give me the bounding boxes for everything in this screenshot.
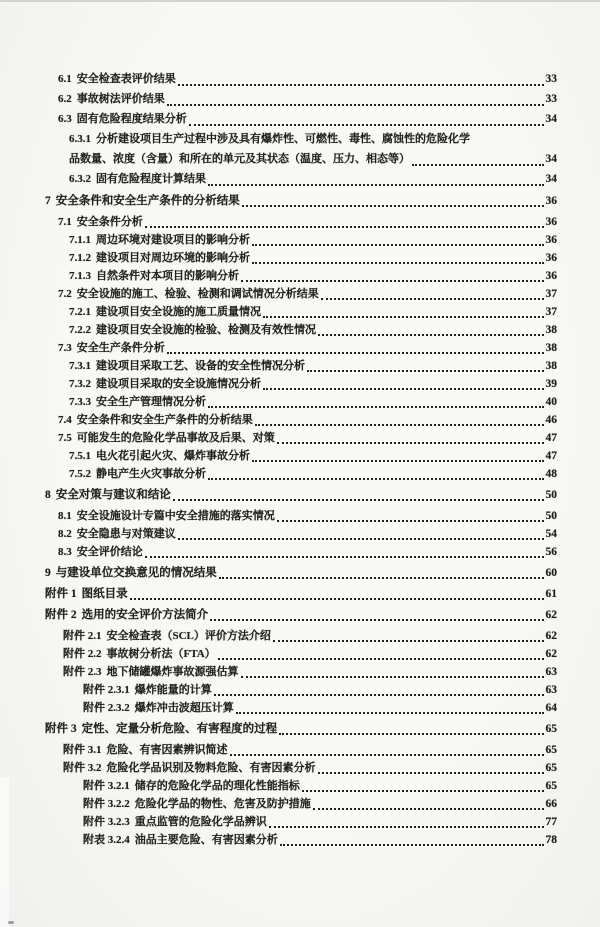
- toc-entry-title: 安全检查表评价结果: [76, 73, 176, 85]
- toc-page-number: 78: [545, 834, 557, 846]
- dotted-leader: [167, 352, 544, 354]
- toc-entry-number: 附件 2.2: [63, 648, 102, 660]
- toc-entry: [45, 465, 557, 483]
- toc-entry-title: 可能发生的危险化学品事故及后果、对策: [76, 432, 275, 444]
- toc-entry-title: 分析建设项目生产过程中涉及具有爆炸性、可燃性、毒性、腐蚀性的危险化学: [96, 133, 470, 145]
- toc-entry-number: 附件 2.3.2: [83, 702, 130, 714]
- scan-bottom-left-artifact: [0, 777, 9, 927]
- toc-page-number: 65: [545, 780, 557, 792]
- toc-entry: [45, 231, 557, 249]
- dotted-leader: [277, 520, 544, 522]
- dotted-leader: [178, 84, 544, 86]
- toc-entry-title: 爆炸能量的计算: [134, 684, 212, 696]
- dotted-leader: [412, 164, 544, 166]
- toc-entry-title: 固有危险程度计算结果: [96, 173, 206, 185]
- toc-page-number: 36: [545, 234, 557, 246]
- dotted-leader: [208, 184, 544, 186]
- toc-entry-title: 危险化学品识别及物料危险、有害因素分析: [106, 762, 316, 774]
- dotted-leader: [252, 244, 544, 246]
- toc-entry-number: 8.3: [58, 546, 72, 558]
- toc-entry: [45, 627, 557, 645]
- toc-entry: [45, 681, 557, 699]
- dotted-leader: [263, 388, 544, 390]
- toc-entry-title: 建设项目对周边环境的影响分析: [96, 252, 250, 264]
- toc-entry-title: 地下储罐爆炸事故源强估算: [106, 666, 239, 678]
- toc-entry: [45, 741, 557, 759]
- toc-entry-number: 7.4: [58, 414, 72, 426]
- toc-entry-number: 6.3: [58, 113, 72, 125]
- toc-entry: [45, 813, 557, 831]
- dotted-leader: [230, 754, 544, 756]
- toc-entry: [45, 543, 557, 561]
- toc-entry: [45, 447, 557, 465]
- toc-page-number: 65: [545, 762, 557, 774]
- dotted-leader: [210, 619, 543, 621]
- toc-entry-title: 安全检查表（SCL）评价方法介绍: [106, 630, 271, 642]
- dotted-leader: [214, 694, 544, 696]
- toc-entry-title: 危险化学品的物性、危害及防护措施: [134, 798, 311, 810]
- toc-page-number: 47: [545, 432, 557, 444]
- toc-entry-title: 建设项目安全设施的检验、检测及有效性情况: [96, 324, 316, 336]
- toc-entry-title: 固有危险程度结果分析: [76, 113, 187, 125]
- toc-entry: [45, 777, 557, 795]
- toc-entry-number: 6.1: [58, 73, 72, 85]
- toc-entry: [45, 267, 557, 285]
- dotted-leader: [218, 658, 544, 660]
- toc-entry-number: 8: [45, 489, 51, 501]
- toc-entry: [45, 720, 557, 738]
- dotted-leader: [277, 442, 544, 444]
- toc-entry: [45, 89, 557, 109]
- dotted-leader: [208, 478, 544, 480]
- toc-entry-number: 7.2: [58, 288, 72, 300]
- toc-entry-title: 建设项目采取的安全设施情况分析: [96, 378, 261, 390]
- dotted-leader: [255, 424, 544, 426]
- toc-entry-number: 附件 3: [45, 723, 77, 735]
- toc-entry: [45, 69, 557, 89]
- toc-entry-number: 7.3.3: [69, 396, 91, 408]
- toc-page-number: 36: [545, 270, 557, 282]
- dotted-leader: [236, 712, 544, 714]
- toc-entry-number: 6.3.2: [69, 173, 91, 185]
- toc-entry: [45, 699, 557, 717]
- toc-entry: [45, 585, 557, 603]
- toc-page-number: 62: [545, 630, 557, 642]
- toc-entry-title: 安全隐患与对策建议: [76, 528, 176, 540]
- toc-page-number: 36: [545, 216, 557, 228]
- toc-entry: [45, 486, 557, 504]
- dotted-leader: [242, 205, 544, 207]
- toc-entry-title: 安全条件和安全生产条件的分析结果: [55, 195, 240, 207]
- toc-entry: [45, 129, 557, 169]
- toc-entry-number: 8.1: [58, 510, 72, 522]
- toc-entry-title: 选用的安全评价方法简介: [81, 609, 209, 621]
- toc-entry: [45, 429, 557, 447]
- toc-entry-number: 6.3.1: [69, 133, 91, 145]
- toc-entry-number: 7.3: [58, 342, 72, 354]
- dotted-leader: [241, 280, 544, 282]
- toc-entry-title-continued: 品数量、浓度（含量）和所在的单元及其状态（温度、压力、相态等）: [69, 153, 410, 165]
- toc-entry-title: 重点监管的危险化学品辨识: [134, 816, 267, 828]
- dotted-leader: [167, 104, 544, 106]
- toc-entry-number: 6.2: [58, 93, 72, 105]
- dotted-leader: [252, 460, 544, 462]
- toc-entry-number: 7.1.3: [69, 270, 91, 282]
- toc-page-number: 37: [545, 288, 557, 300]
- toc-entry-number: 附件 2: [45, 609, 77, 621]
- toc-page-number: 63: [545, 684, 557, 696]
- toc-page-number: 34: [545, 113, 557, 125]
- toc-entry-number: 7.1.2: [69, 252, 91, 264]
- toc-entry-number: 7.3.1: [69, 360, 91, 372]
- toc-entry: [45, 321, 557, 339]
- dotted-leader: [318, 772, 544, 774]
- toc-entry-number: 附表 3.2.4: [83, 834, 130, 846]
- toc-entry-wrap-line: [69, 149, 557, 169]
- dotted-leader: [307, 370, 544, 372]
- toc-page-number: 61: [545, 588, 557, 600]
- toc-entry-title: 爆炸冲击波超压计算: [134, 702, 234, 714]
- dotted-leader: [273, 640, 544, 642]
- toc-entry-title: 建设项目安全设施的施工质量情况: [96, 306, 261, 318]
- toc-entry-number: 7.5: [58, 432, 72, 444]
- dotted-leader: [321, 298, 544, 300]
- toc-page-number: 38: [545, 342, 557, 354]
- toc-entry-number: 7.2.2: [69, 324, 91, 336]
- toc-entry-title: 电火花引起火灾、爆炸事故分析: [96, 450, 250, 462]
- toc-entry-title: 与建设单位交换意见的情况结果: [55, 567, 217, 579]
- toc-entry: [45, 564, 557, 582]
- dotted-leader: [279, 733, 543, 735]
- toc-page-number: 36: [545, 195, 557, 207]
- toc-entry: [45, 303, 557, 321]
- toc-page-number: 39: [545, 378, 557, 390]
- toc-entry-title: 安全生产条件分析: [76, 342, 165, 354]
- dotted-leader: [269, 826, 544, 828]
- toc-page-number: 38: [545, 360, 557, 372]
- toc-entry-title: 安全设施设计专篇中安全措施的落实情况: [76, 510, 275, 522]
- dotted-leader: [280, 844, 544, 846]
- toc-entry-title: 油品主要危险、有害因素分析: [134, 834, 278, 846]
- toc-page-number: 62: [545, 648, 557, 660]
- dotted-leader: [178, 538, 544, 540]
- dotted-leader: [173, 499, 544, 501]
- toc-page-number: 33: [545, 93, 557, 105]
- toc-entry-number: 附件 2.1: [63, 630, 102, 642]
- toc-entry: [45, 411, 557, 429]
- dotted-leader: [313, 808, 544, 810]
- dotted-leader: [189, 124, 544, 126]
- toc-entry-title: 事故树分析法（FTA）: [106, 648, 216, 660]
- scan-speck-artifact: [8, 921, 14, 924]
- toc-entry-number: 附件 3.2.1: [83, 780, 130, 792]
- toc-entry-title: 自然条件对本项目的影响分析: [96, 270, 239, 282]
- dotted-leader: [318, 334, 544, 336]
- toc-entry-number: 附件 3.2: [63, 762, 102, 774]
- toc-entry-title: 安全对策与建议和结论: [55, 489, 171, 501]
- toc-page-number: 62: [545, 609, 557, 621]
- toc-page-number: 47: [545, 450, 557, 462]
- toc-entry: [45, 357, 557, 375]
- toc-entry: [45, 645, 557, 663]
- toc-entry: [45, 507, 557, 525]
- toc-page-number: 63: [545, 666, 557, 678]
- toc-entry-title: 安全条件和安全生产条件的分析结果: [76, 414, 253, 426]
- toc-entry-number: 附件 1: [45, 588, 77, 600]
- toc-entry-number: 7.1: [58, 216, 72, 228]
- toc-entry-number: 8.2: [58, 528, 72, 540]
- table-of-contents: [45, 69, 557, 849]
- dotted-leader: [208, 406, 544, 408]
- toc-page-number: 60: [545, 567, 557, 579]
- toc-entry-title: 危险、有害因素辨识简述: [106, 744, 228, 756]
- toc-entry: [45, 663, 557, 681]
- toc-page-number: 50: [545, 510, 557, 522]
- toc-entry: [45, 249, 557, 267]
- dotted-leader: [263, 316, 544, 318]
- toc-entry-title: 定性、定量分析危险、有害程度的过程: [81, 723, 278, 735]
- dotted-leader: [145, 226, 544, 228]
- toc-entry-title: 周边环境对建设项目的影响分析: [96, 234, 250, 246]
- toc-page-number: 37: [545, 306, 557, 318]
- toc-entry: [45, 375, 557, 393]
- toc-page-number: 65: [545, 744, 557, 756]
- dotted-leader: [219, 577, 544, 579]
- toc-entry-number: 9: [45, 567, 51, 579]
- toc-entry-number: 附件 2.3.1: [83, 684, 130, 696]
- toc-entry-title: 安全条件分析: [76, 216, 143, 228]
- toc-page-number: 33: [545, 73, 557, 85]
- toc-entry-number: 7.2.1: [69, 306, 91, 318]
- toc-page-number: 46: [545, 414, 557, 426]
- toc-entry-title: 静电产生火灾事故分析: [96, 468, 206, 480]
- toc-entry: [45, 285, 557, 303]
- toc-page-number: 65: [545, 723, 557, 735]
- toc-entry: [45, 795, 557, 813]
- toc-entry: [45, 759, 557, 777]
- toc-entry-title: 图纸目录: [81, 588, 128, 600]
- toc-entry-number: 7.5.1: [69, 450, 91, 462]
- toc-page-number: 50: [545, 489, 557, 501]
- dotted-leader: [130, 598, 544, 600]
- toc-page-number: 64: [545, 702, 557, 714]
- toc-entry-title: 建设项目采取工艺、设备的安全性情况分析: [96, 360, 305, 372]
- toc-entry-number: 7.3.2: [69, 378, 91, 390]
- toc-page-number: 38: [545, 324, 557, 336]
- toc-page-number: 34: [545, 153, 557, 165]
- toc-entry-number: 7: [45, 195, 51, 207]
- dotted-leader: [302, 790, 544, 792]
- dotted-leader: [252, 262, 544, 264]
- toc-page-number: 56: [545, 546, 557, 558]
- toc-entry-number: 7.5.2: [69, 468, 91, 480]
- toc-entry-number: 附件 2.3: [63, 666, 102, 678]
- toc-entry: [45, 525, 557, 543]
- scan-top-edge-artifact: [0, 0, 600, 2]
- toc-entry: [45, 192, 557, 210]
- toc-page-number: 36: [545, 252, 557, 264]
- toc-page-number: 48: [545, 468, 557, 480]
- dotted-leader: [145, 556, 544, 558]
- toc-entry-first-line: [69, 129, 557, 149]
- toc-entry-number: 7.1.1: [69, 234, 91, 246]
- toc-entry: [45, 393, 557, 411]
- toc-entry-number: 附件 3.2.2: [83, 798, 130, 810]
- toc-entry-number: 附件 3.2.3: [83, 816, 130, 828]
- toc-entry-title: 事故树法评价结果: [76, 93, 165, 105]
- toc-page-number: 40: [545, 396, 557, 408]
- toc-entry-title: 安全生产管理情况分析: [96, 396, 206, 408]
- toc-entry: [45, 831, 557, 849]
- toc-entry-number: 附件 3.1: [63, 744, 102, 756]
- toc-page-number: 54: [545, 528, 557, 540]
- toc-entry: [45, 339, 557, 357]
- toc-page-number: 34: [545, 173, 557, 185]
- toc-entry-title: 储存的危险化学品的理化性能指标: [134, 780, 300, 792]
- toc-entry-title: 安全设施的施工、检验、检测和调试情况分析结果: [76, 288, 319, 300]
- toc-entry: [45, 213, 557, 231]
- toc-entry-title: 安全评价结论: [76, 546, 143, 558]
- toc-page-number: 77: [545, 816, 557, 828]
- toc-entry: [45, 169, 557, 189]
- dotted-leader: [241, 676, 544, 678]
- toc-entry: [45, 606, 557, 624]
- toc-page-number: 66: [545, 798, 557, 810]
- toc-entry: [45, 109, 557, 129]
